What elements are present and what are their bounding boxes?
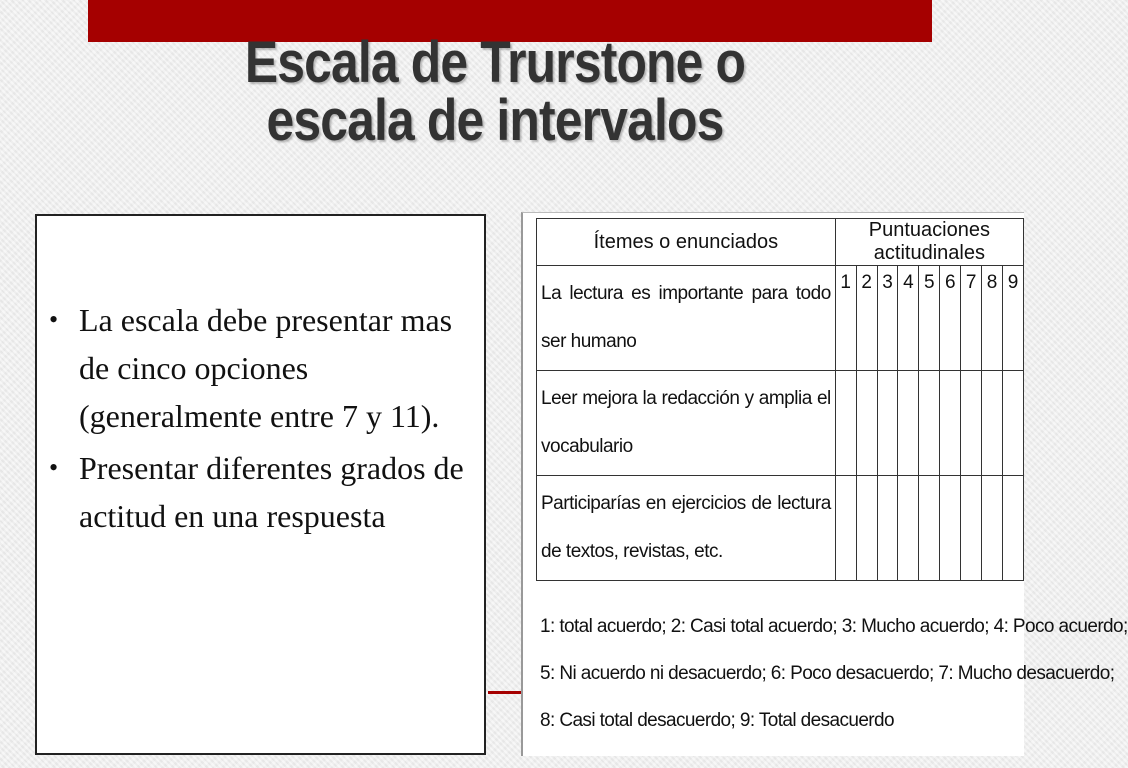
bullet-text-box: [35, 214, 486, 755]
header-items: Ítemes o enunciados: [537, 219, 836, 266]
item-text: Participarías en ejercicios de lectura de textos, revistas, etc.: [541, 493, 831, 562]
empty-score-cell: [919, 476, 940, 581]
score-cell: 6: [940, 266, 961, 371]
thurstone-table: [536, 218, 1024, 581]
score-cell: 1: [835, 266, 856, 371]
bullet-item: [47, 444, 477, 540]
table-image-panel: [521, 212, 1128, 756]
item-text: La lectura es importante para todo ser humano: [541, 283, 831, 352]
empty-score-cell: [982, 476, 1003, 581]
item-cell: [537, 266, 836, 371]
empty-score-cell: [898, 371, 919, 476]
empty-score-cell: [1003, 476, 1024, 581]
empty-score-cell: [982, 371, 1003, 476]
accent-divider: [488, 691, 523, 694]
score-cell: 2: [856, 266, 877, 371]
legend-line: 5: Ni acuerdo ni desacuerdo; 6: Poco desacuerdo; 7: Mucho desacuerdo;: [540, 663, 1115, 684]
empty-score-cell: [835, 476, 856, 581]
empty-score-cell: [835, 371, 856, 476]
bullet-text: La escala debe presentar mas de cinco opciones (generalmente entre 7 y 11).: [79, 302, 453, 434]
item-cell: [537, 476, 836, 581]
score-legend: [540, 603, 1128, 744]
score-cell: 7: [961, 266, 982, 371]
empty-score-cell: [940, 371, 961, 476]
slide-title: [181, 30, 809, 153]
bullet-text: Presentar diferentes grados de actitud en una respuesta: [79, 450, 464, 534]
score-cell: 4: [898, 266, 919, 371]
table-row: [537, 266, 1024, 371]
empty-score-cell: [919, 371, 940, 476]
table-row: [537, 371, 1024, 476]
legend-line: 1: total acuerdo; 2: Casi total acuerdo; 3: Mucho acuerdo; 4: Poco acuerdo;: [540, 616, 1128, 637]
item-cell: [537, 371, 836, 476]
bullet-item: [47, 296, 477, 440]
empty-score-cell: [1003, 371, 1024, 476]
score-cell: 5: [919, 266, 940, 371]
title-line-1: Escala de Trurstone o: [244, 30, 746, 95]
item-text: Leer mejora la redacción y amplia el vocabulario: [541, 388, 831, 457]
empty-score-cell: [898, 476, 919, 581]
empty-score-cell: [940, 476, 961, 581]
title-line-2: escala de intervalos: [266, 88, 724, 153]
empty-score-cell: [877, 476, 898, 581]
score-cell: 8: [982, 266, 1003, 371]
header-scores: Puntuaciones actitudinales: [835, 219, 1023, 266]
empty-score-cell: [856, 371, 877, 476]
bullet-dot-icon: •: [49, 453, 59, 482]
bullet-dot-icon: •: [49, 305, 59, 334]
empty-score-cell: [856, 476, 877, 581]
table-row: [537, 476, 1024, 581]
legend-line: 8: Casi total desacuerdo; 9: Total desacuerdo: [540, 710, 894, 731]
score-cell: 9: [1003, 266, 1024, 371]
table-header-row: [537, 219, 1024, 266]
empty-score-cell: [961, 476, 982, 581]
score-cell: 3: [877, 266, 898, 371]
empty-score-cell: [961, 371, 982, 476]
empty-score-cell: [877, 371, 898, 476]
bullet-list: [47, 296, 477, 544]
